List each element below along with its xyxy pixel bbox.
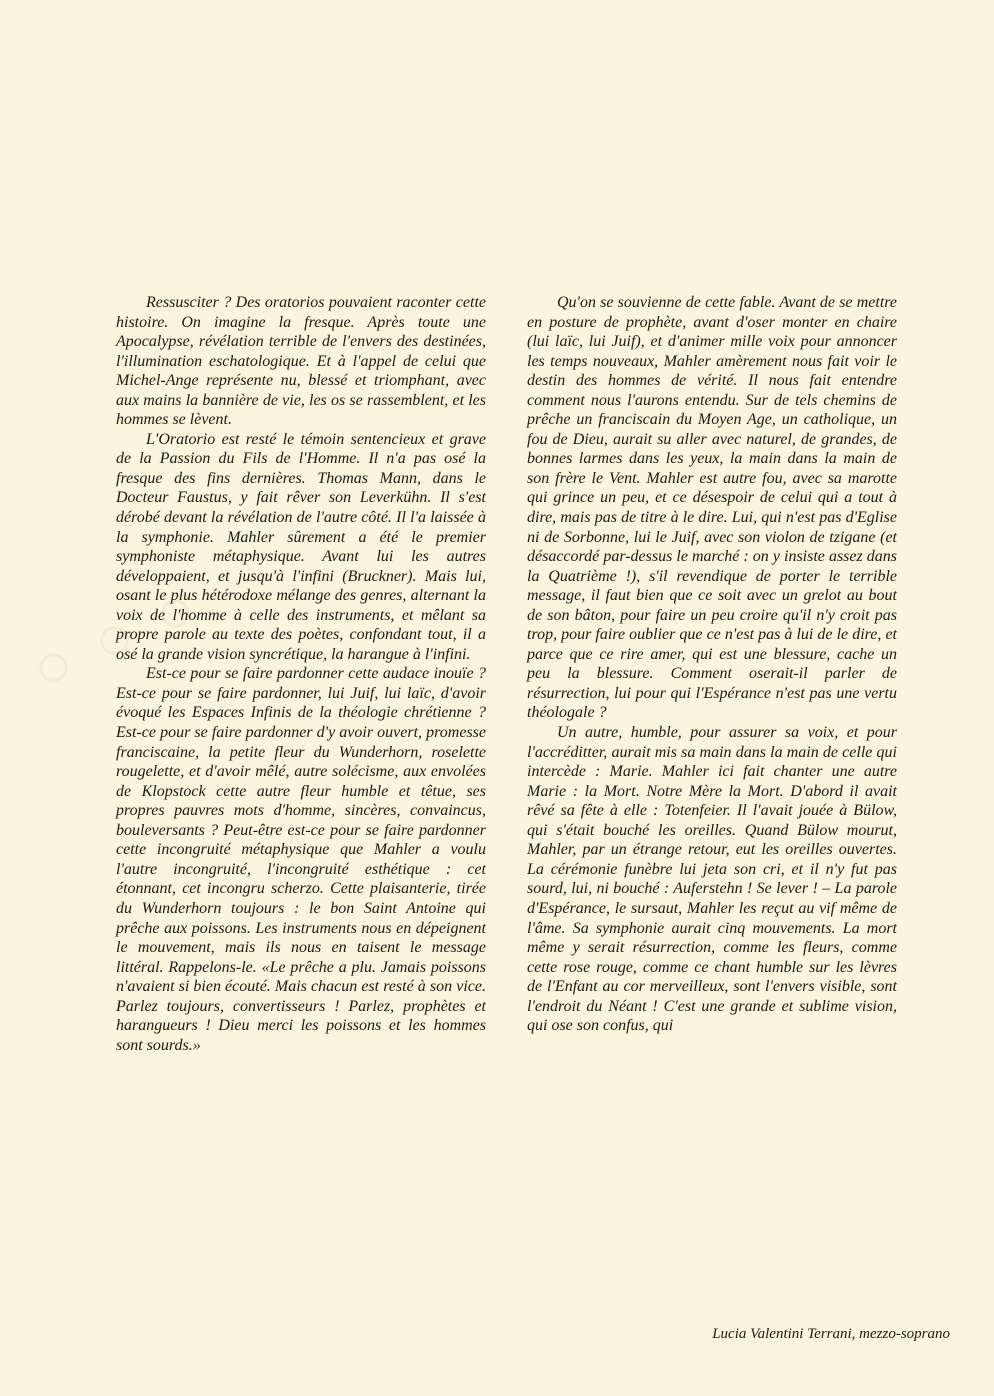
article-column-left [116,293,486,1055]
paragraph: Ressusciter ? Des oratorios pouvaient raconter cette histoire. On imagine la fresque. Après toute une Apocalypse, révélation terrible de l'envers des destinées, l'illumination eschatologique. Et à l'appel de celui que Michel-Ange représente nu, blessé et triomphant, avec aux mains la bannière de vie, les os se rassemblent, et les hommes se lèvent. [116,294,486,429]
paragraph: L'Oratorio est resté le témoin sentencieux et grave de la Passion du Fils de l'Homme. Il n'a pas osé la fresque des fins dernières. Thomas Mann, dans le Docteur Faustus, y fait rêver son Leverkühn. Il s'est dérobé devant la révélation de l'autre côté. Il l'a laissée à la symphonie. Mahler sûrement a été le premier symphoniste métaphysique. Avant lui les autres développaient, et jusqu'à l'infini (Bruckner). Mais lui, osant le plus hétérodoxe mélange des genres, alternant la voix de l'homme à celle des instruments, et mêlant sa propre parole au texte des poètes, confondant tout, il a osé la grande vision syncrétique, la harangue à l'infini. [116,430,486,663]
paragraph: Un autre, humble, pour assurer sa voix, et pour l'accréditter, aurait mis sa main dans la main de celle qui intercède : Marie. Mahler ici fait chanter une autre Marie : la Mort. Notre Mère la Mort. D'abord il avait rêvé sa fête à elle : Totenfeier. Il l'avait jouée à Bülow, qui s'était bouché les oreilles. Quand Bülow mourut, Mahler, par un étrange retour, eut les oreilles ouvertes. La cérémonie funèbre lui jeta son cri, et il n'y fut pas sourd, lui, ni bouché : Auferstehn ! Se lever ! – La parole d'Espérance, le sursaut, Mahler les reçut au vif même de l'âme. Sa symphonie aurait cinq mouvements. La mort même y serait résurrection, comme les fleurs, comme cette rose rouge, comme ce chant humble sur les lèvres de l'Enfant au cor merveilleux, sont l'envers visible, sont l'endroit du Néant ! C'est une grande et sublime vision, qui ose son confus, qui [527,724,897,1035]
copyright-watermark: ○ ○ ○ [20,568,212,706]
paragraph: Qu'on se souvienne de cette fable. Avant de se mettre en posture de prophète, avant d'oser monter en chaire (lui laïc, lui Juif), et d'animer mille voix pour annoncer les temps nouveaux, Mahler amèrement nous fait voir le destin des hommes de vérité. Il nous fait entendre comment nous l'aurons entendu. Sur de tels chemins de prêche un franciscain du Moyen Age, un catholique, un fou de Dieu, aurait su aller avec naturel, de grandes, de bonnes larmes dans les yeux, la main dans la main de son frère le Vent. Mahler est autre fou, avec sa marotte qui grince un peu, et ce désespoir de celui qui a tout à dire, mais pas de titre à le dire. Lui, qui n'est pas d'Eglise ni de Sorbonne, lui le Juif, avec son violon de tzigane (et désaccordé par-dessus le marché : on y insiste assez dans la Quatrième !), s'il revendique de porter le terrible message, il faut bien que ce soit avec un grelot au bout de son bâton, pour faire un peu croire qu'il n'y croit pas trop, pour faire oublier que ce n'est pas à lui de le dire, et parce que ce rire amer, qui est une blessure, cache un peu la blessure. Comment oserait-il parler de résurrection, lui pour qui l'Espérance n'est pas une vertu théologale ? [527,294,897,722]
photo-caption: Lucia Valentini Terrani, mezzo-soprano [712,1326,950,1342]
article-column-right [527,293,897,1036]
paragraph: Est-ce pour se faire pardonner cette audace inouïe ? Est-ce pour se faire pardonner, lui Juif, lui laïc, d'avoir évoqué les Espaces Infinis de la théologie chrétienne ? Est-ce pour se faire pardonner d'y avoir ouvert, promesse franciscaine, la petite fleur du Wunderhorn, roselette rougelette, et d'avoir mêlé, autre solécisme, aux envolées de Klopstock cette autre fleur humble et têtue, ses propres pauvres mots d'homme, sincères, convaincus, bouleversants ? Peut-être est-ce pour se faire pardonner cette incongruité métaphysique que Mahler a voulu l'autre incongruité, l'incongruité esthétique : cet étonnant, cet incongru scherzo. Cette plaisanterie, tirée du Wunderhorn toujours : le bon Saint Antoine qui prêche aux poissons. Les instruments nous en dépeignent le mouvement, mais ils nous en taisent le message littéral. Rappelons-le. «Le prêche a plu. Jamais poissons n'avaient si bien écouté. Mais chacun est resté à son vice. Parlez toujours, convertisseurs ! Parlez, prophètes et harangueurs ! Dieu merci les poissons et les hommes sont sourds.» [116,665,486,1054]
